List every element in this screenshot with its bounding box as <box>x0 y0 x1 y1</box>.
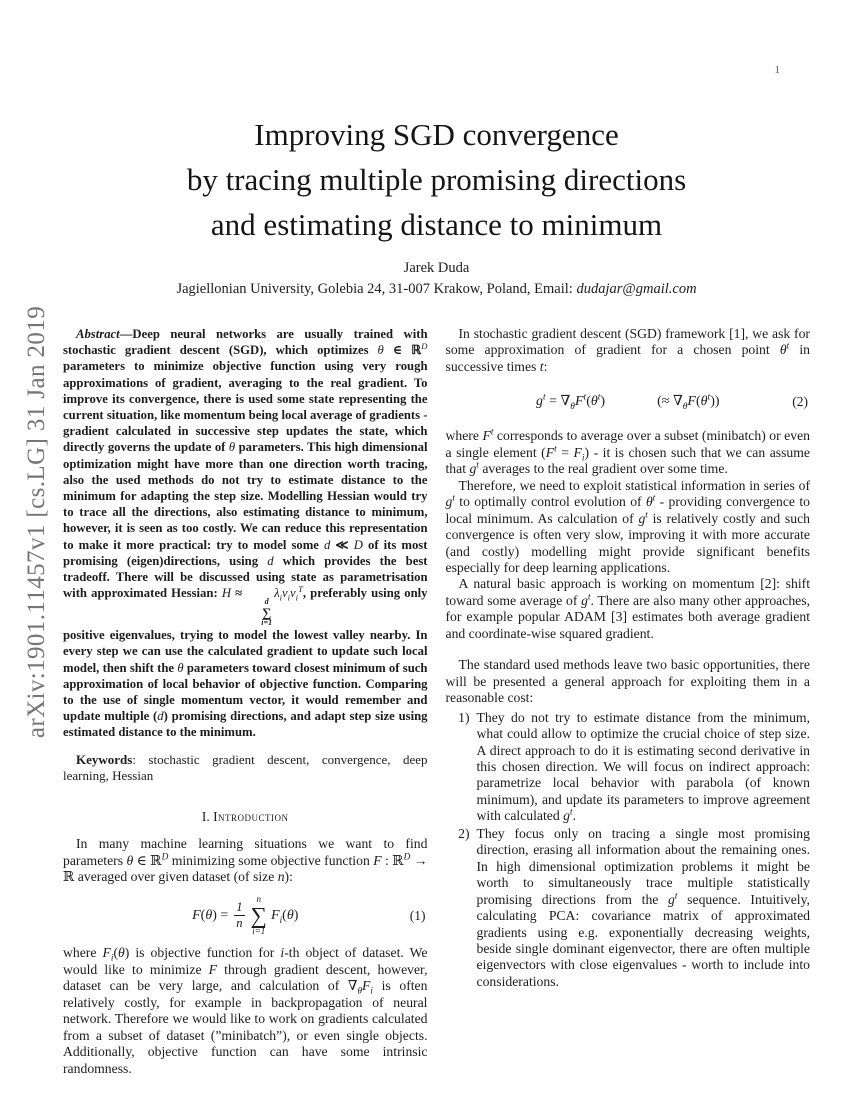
summation-symbol <box>251 895 267 936</box>
keywords-paragraph: Keywords: stochastic gradient descent, convergence, deep learning, Hessian <box>63 751 428 783</box>
author-name: Jarek Duda <box>403 260 470 276</box>
paper-title <box>63 112 810 247</box>
therefore-paragraph: Therefore, we need to exploit statistical information in series of $g^t$ to optimally control evolution of $\theta^t$ - providing convergence to local minimum. As calculation of $g^t$ is relatively costly and such convergence is often very slow, improving it with more accurate (and costly) modelling might provide significant benefits especially for deep learning applications. <box>445 477 811 575</box>
sum-lower-limit: i=1 <box>252 926 266 937</box>
fraction <box>234 901 244 932</box>
list-item <box>446 710 811 825</box>
where-paragraph: where $F^t$ corresponds to average over a subset (minibatch) or even a single element $(F^t = F_i)$ - it is chosen such that we can assume that $g^t$ averages to the real gradient over some time. <box>445 427 811 477</box>
section-heading-introduction <box>63 809 428 825</box>
equation-1-number: (1) <box>409 907 426 923</box>
sgd-paragraph: In stochastic gradient descent (SGD) framework [1], we ask for some approximation of gradient for a chosen point $\theta^t$ in successive times t: <box>445 326 810 374</box>
fraction-numerator: 1 <box>236 899 243 914</box>
momentum-paragraph: A natural basic approach is working on momentum [2]: shift toward some average of $g^t$. There are also many other approaches, for example popular ADAM [3] estimates both average gradient and coordinate-wise squared gradient. <box>445 576 810 641</box>
fraction-denominator: n <box>236 916 243 931</box>
title-line-1: Improving SGD convergence <box>254 117 619 152</box>
page-number: 1 <box>774 64 780 76</box>
title-line-3: and estimating distance to minimum <box>210 207 663 242</box>
eq2-main: $g^t = \nabla_\theta F^t(\theta^t)$ <box>535 392 606 412</box>
paper-header <box>63 112 810 298</box>
section-title: Introduction <box>213 808 289 824</box>
sum-sigma: ∑ <box>250 903 267 929</box>
eq1-rhs: $F_i(\theta)$ <box>270 907 299 926</box>
right-column <box>446 326 811 1077</box>
abstract-paragraph: Abstract—Deep neural networks are usually trained with stochastic gradient descent (SGD), which optimizes θ ∈ ℝ$^D$ parameters to minimize objective function using very rough approximations of gradient, averaging to the real gradient. To improve its convergence, there is used some state representing the current situation, like momentum being local average of gradients - gradient calculated in successive step updates the state, which directly governs the update of θ parameters. This high dimensional optimization might have more than one direction worth tracing, also the used methods do not try to estimate distance to the minimum for adapting the step size. Modelling Hessian would try to trace all the directions, also estimating distance to minimum, however, it is seen as too costly. We can reduce this representation to make it more practical: try to model some d ≪ D of its most promising (eigen)directions, using d which provides the best tradeoff. There will be discussed using state as parametrisation with approximated Hessian: H ≈ d ∑ i=1 $\lambda_iv_iv_i^T$, preferably using only positive eigenvalues, trying to model the lowest valley nearby. In every step we can use the calculated gradient to update such local model, then shift the θ parameters toward closest minimum of such approximation of local behavior of objective function. Comparing to the use of single momentum vector, it would remember and update multiple (d) promising directions, and adapt step size using estimated distance to the minimum. <box>63 327 428 740</box>
intro-paragraph-1: In many machine learning situations we want to find parameters θ ∈ ℝ$^D$ minimizing some objective function F : ℝ$^D$ → ℝ averaged over given dataset (of size n): <box>63 836 428 885</box>
list-item-text: They do not try to estimate distance from the minimum, what could allow to optimize the crucial choice of step size. A direct approach to do it is estimating second derivative in this chosen direction. We will focus on indirect approach: parametrize local behavior with parabola (of known minimum), and update its parameters to improve agreement with calculated $g^t$. <box>476 709 810 824</box>
intro-paragraph-2: where $F_i(\theta)$ is objective function for i-th object of dataset. We would like to minimize F through gradient descent, however, dataset can be very large, and calculation of $\nabla_\theta F_i$ is often relatively costly, for example in backpropagation of neural network. Therefore we would like to work on gradients calculated from a subset of dataset (”minibatch”), or even single objects. Additionally, objective function can have some intrinsic randomness. <box>63 945 428 1076</box>
eq1-lhs: F(θ) = <box>192 907 229 923</box>
eq2-approx: (≈ $\nabla_\theta F(\theta^t)$) <box>657 392 720 412</box>
affiliation-text: Jagiellonian University, Golebia 24, 31-007 Krakow, Poland, Email: <box>176 281 577 297</box>
list-item-number: 2) <box>458 825 470 841</box>
list-item <box>446 826 811 991</box>
opportunities-paragraph: The standard used methods leave two basic opportunities, there will be presented a general approach for exploiting them in a reasonable cost: <box>445 657 810 706</box>
left-column <box>63 326 428 1077</box>
equation-2-number: (2) <box>792 394 808 410</box>
section-number: I. <box>201 808 210 824</box>
arxiv-watermark: arXiv:1901.11457v1 [cs.LG] 31 Jan 2019 <box>23 305 50 739</box>
two-column-body <box>63 326 810 1077</box>
title-line-2: by tracing multiple promising directions <box>186 162 687 197</box>
list-item-text: They focus only on tracing a single most promising direction, erasing all information about the remaining ones. In high dimensional optimization problems it might be worth to simultaneously trace multiple statistically promising directions from the $g^t$ sequence. Intuitively, calculating PCA: covariance matrix of approximated gradients using e.g. exponentially decreasing weights, beside single dominant eigenvector, there are often multiple eigenvectors with close eigenvalues - worth to include into considerations. <box>476 825 810 989</box>
opportunities-list <box>446 710 811 991</box>
sum-upper-limit: n <box>256 894 261 905</box>
equation-1 <box>63 895 428 936</box>
equation-2 <box>446 385 811 419</box>
author-email: dudajar@gmail.com <box>576 281 697 297</box>
affiliation-line <box>63 281 810 298</box>
list-item-number: 1) <box>458 709 470 725</box>
